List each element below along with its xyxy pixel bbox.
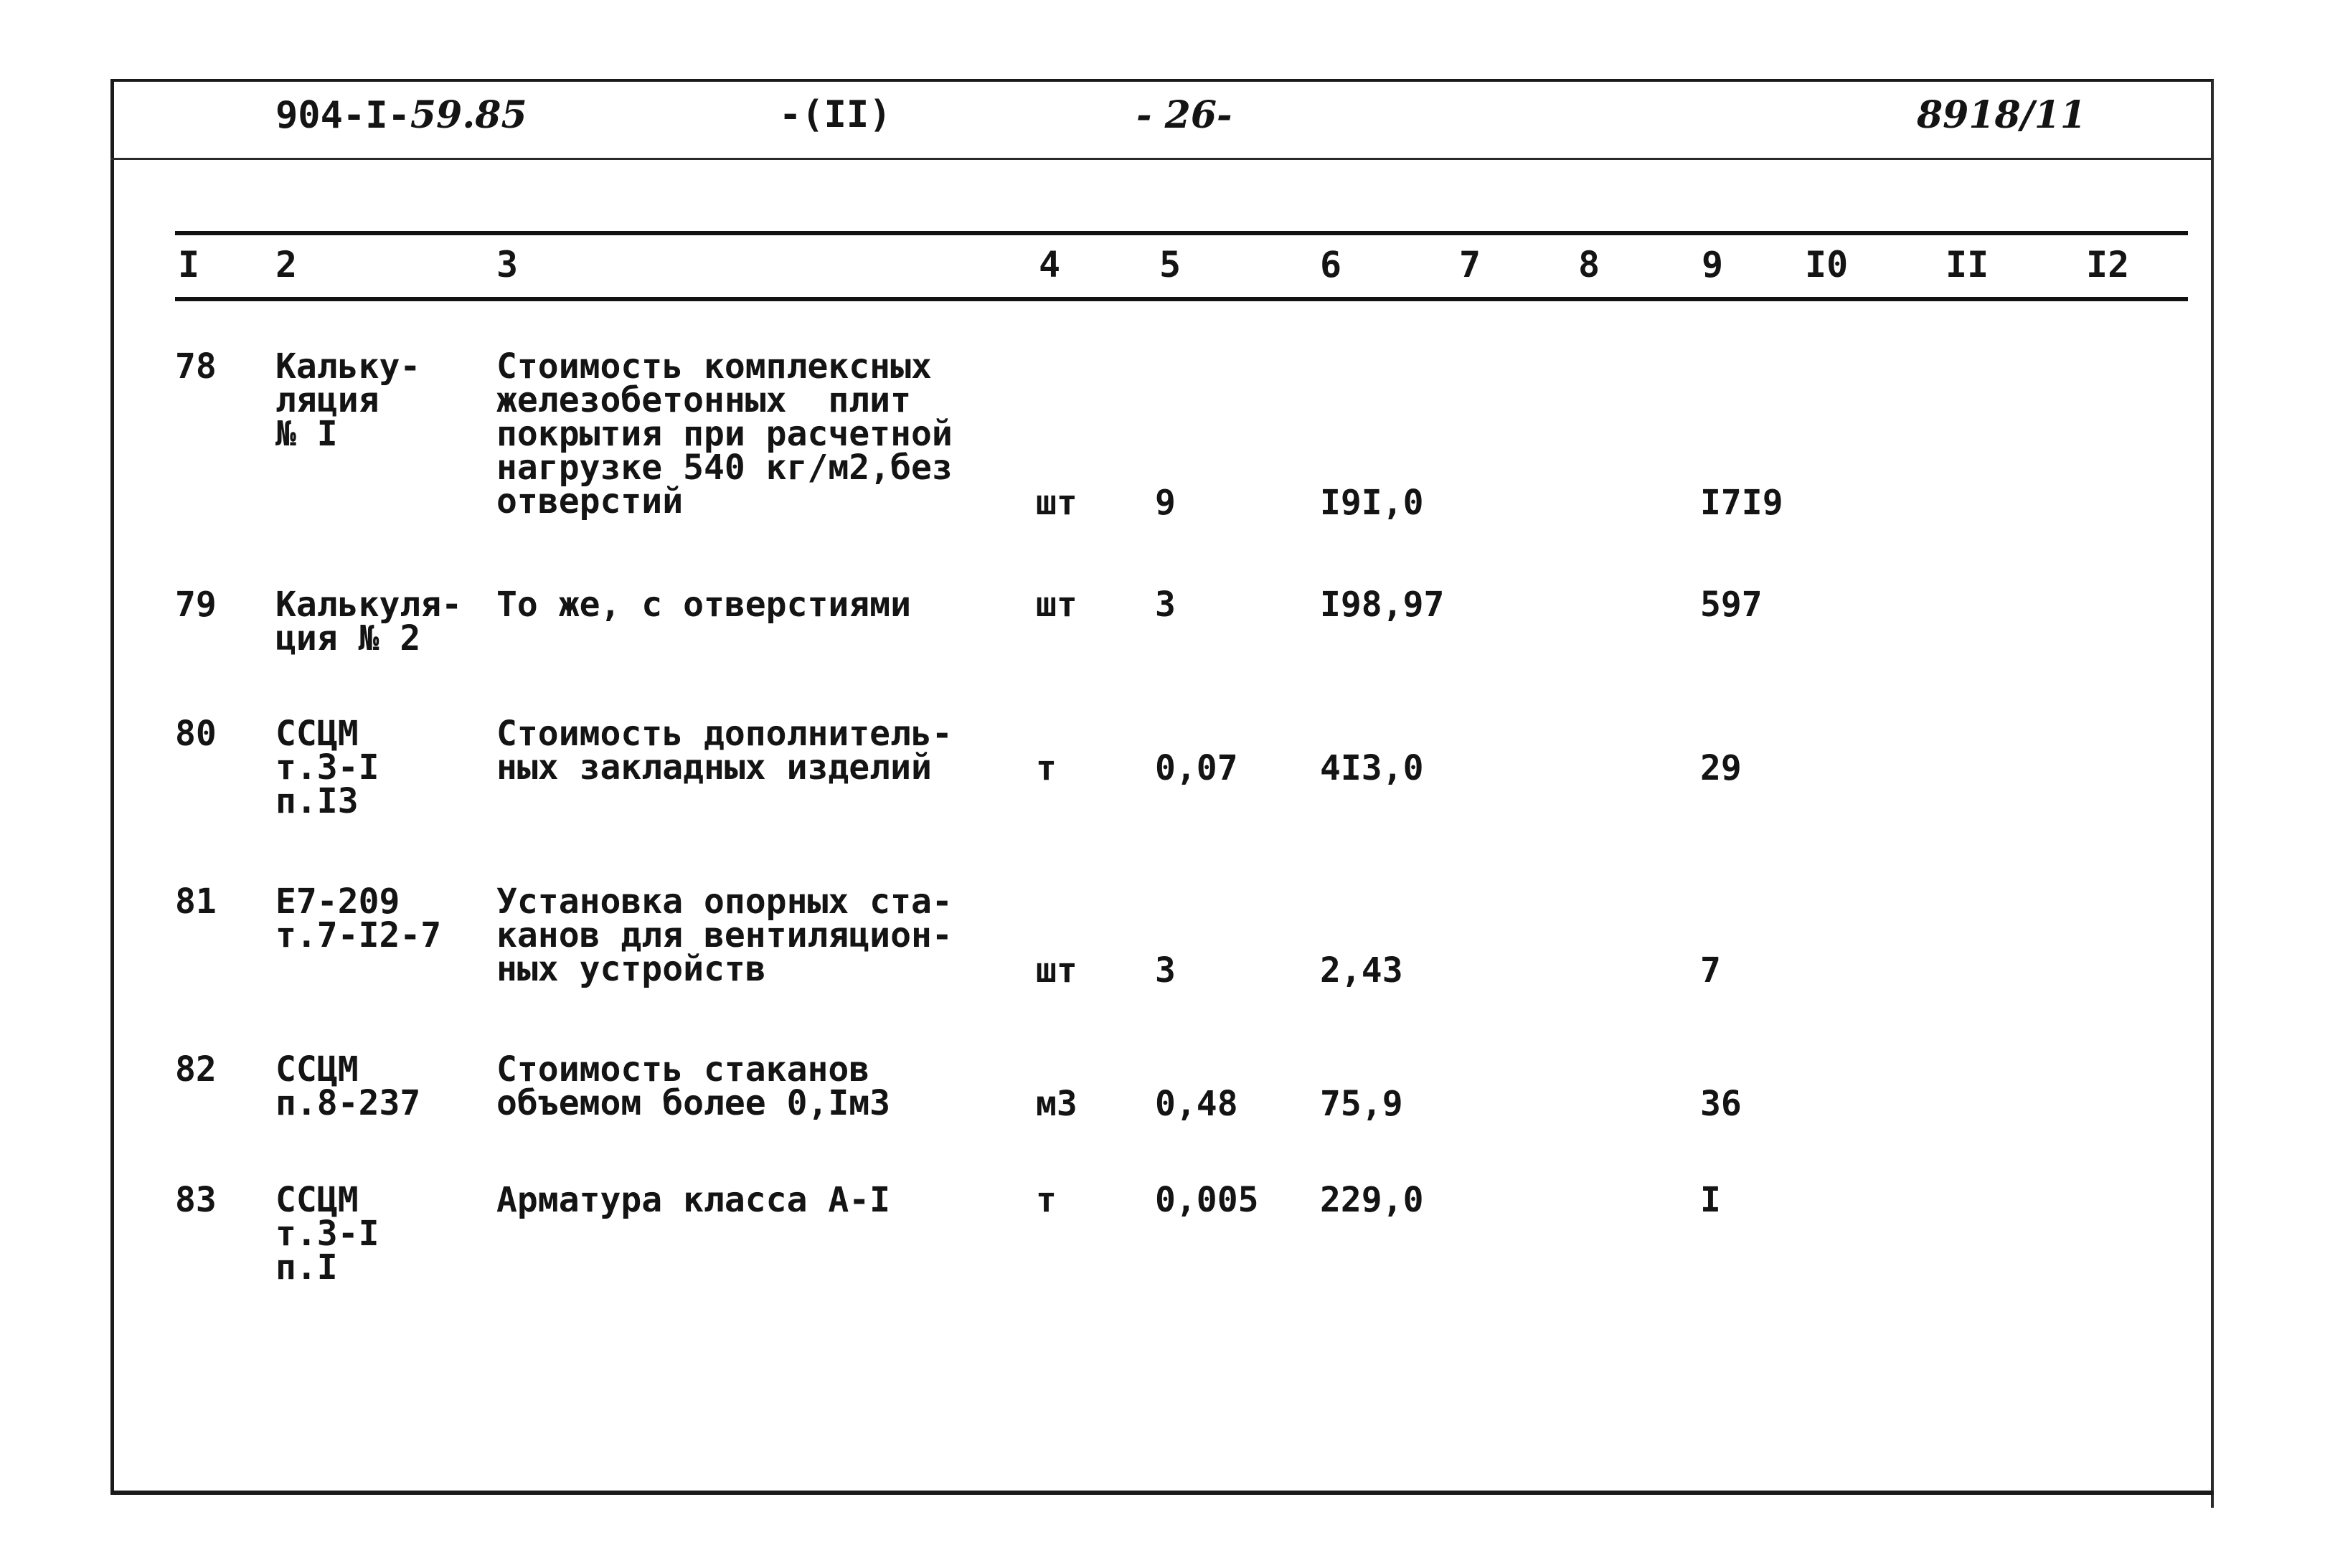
norm-reference: ССЦМ т.3-I п.I3 xyxy=(275,714,379,821)
work-description: Арматура класса А-I xyxy=(496,1180,891,1220)
quantity: 9 xyxy=(1155,483,1176,523)
column-number: 4 xyxy=(1039,244,1061,285)
column-number: 5 xyxy=(1159,244,1181,285)
unit-price: 75,9 xyxy=(1320,1084,1403,1124)
row-number: 83 xyxy=(175,1180,217,1220)
row-number: 78 xyxy=(175,346,217,387)
quantity: 3 xyxy=(1155,585,1176,625)
norm-reference: Калькуля- ция № 2 xyxy=(275,585,463,658)
unit-of-measure: шт xyxy=(1036,585,1077,625)
unit-price: 2,43 xyxy=(1320,950,1403,991)
column-number: I0 xyxy=(1805,244,1849,285)
work-description: Стоимость комплексных железобетонных плит покрытия при расчетной нагрузке 540 кг/м2,без отверстий xyxy=(496,346,953,521)
total-cost: 7 xyxy=(1700,950,1721,991)
total-cost: 29 xyxy=(1700,748,1742,788)
total-cost: I xyxy=(1700,1180,1721,1220)
quantity: 0,07 xyxy=(1155,748,1238,788)
section-label: -(II) xyxy=(779,93,892,136)
norm-reference: ССЦМ т.3-I п.I xyxy=(275,1180,379,1288)
document-code-handwritten: 59.85 xyxy=(410,93,527,137)
column-number: II xyxy=(1945,244,1989,285)
norm-reference: ССЦМ п.8-237 xyxy=(275,1049,421,1123)
column-number: 8 xyxy=(1578,244,1600,285)
document-code-printed: 904-I- xyxy=(275,94,410,137)
document-code xyxy=(275,93,527,137)
column-number: 7 xyxy=(1459,244,1481,285)
unit-of-measure: шт xyxy=(1036,950,1077,991)
total-cost: 597 xyxy=(1700,585,1763,625)
total-cost: 36 xyxy=(1700,1084,1742,1124)
frame-right-border xyxy=(2211,80,2214,1508)
header-divider xyxy=(110,158,2214,160)
norm-reference: Е7-209 т.7-I2-7 xyxy=(275,882,442,955)
work-description: Установка опорных ста- канов для вентиляцион- ных устройств xyxy=(496,882,953,989)
frame-left-border xyxy=(110,79,114,1492)
unit-price: I9I,0 xyxy=(1320,483,1424,523)
column-number: I2 xyxy=(2086,244,2130,285)
work-description: То же, с отверстиями xyxy=(496,585,911,625)
sheet-reference: 8918/11 xyxy=(1917,93,2087,137)
frame-bottom-border xyxy=(110,1491,2214,1495)
norm-reference: Кальку- ляция № I xyxy=(275,346,421,454)
quantity: 3 xyxy=(1155,950,1176,991)
frame-top-border xyxy=(110,79,2214,82)
unit-of-measure: т xyxy=(1036,748,1057,788)
column-number: I xyxy=(178,244,200,285)
row-number: 81 xyxy=(175,882,217,922)
total-cost: I7I9 xyxy=(1700,483,1783,523)
quantity: 0,005 xyxy=(1155,1180,1259,1220)
unit-price: 4I3,0 xyxy=(1320,748,1424,788)
column-number: 2 xyxy=(275,244,298,285)
unit-price: 229,0 xyxy=(1320,1180,1424,1220)
unit-of-measure: м3 xyxy=(1036,1084,1077,1124)
page-number: - 26- xyxy=(1136,93,1232,137)
work-description: Стоимость дополнитель- ных закладных изделий xyxy=(496,714,953,788)
work-description: Стоимость стаканов объемом более 0,Iм3 xyxy=(496,1049,891,1123)
unit-price: I98,97 xyxy=(1320,585,1445,625)
quantity: 0,48 xyxy=(1155,1084,1238,1124)
row-number: 80 xyxy=(175,714,217,754)
column-number: 6 xyxy=(1320,244,1342,285)
column-header-bottom-rule xyxy=(175,297,2188,301)
row-number: 82 xyxy=(175,1049,217,1090)
column-header-top-rule xyxy=(175,231,2188,235)
unit-of-measure: шт xyxy=(1036,483,1077,523)
row-number: 79 xyxy=(175,585,217,625)
column-number: 3 xyxy=(496,244,519,285)
unit-of-measure: т xyxy=(1036,1180,1057,1220)
column-number: 9 xyxy=(1702,244,1724,285)
